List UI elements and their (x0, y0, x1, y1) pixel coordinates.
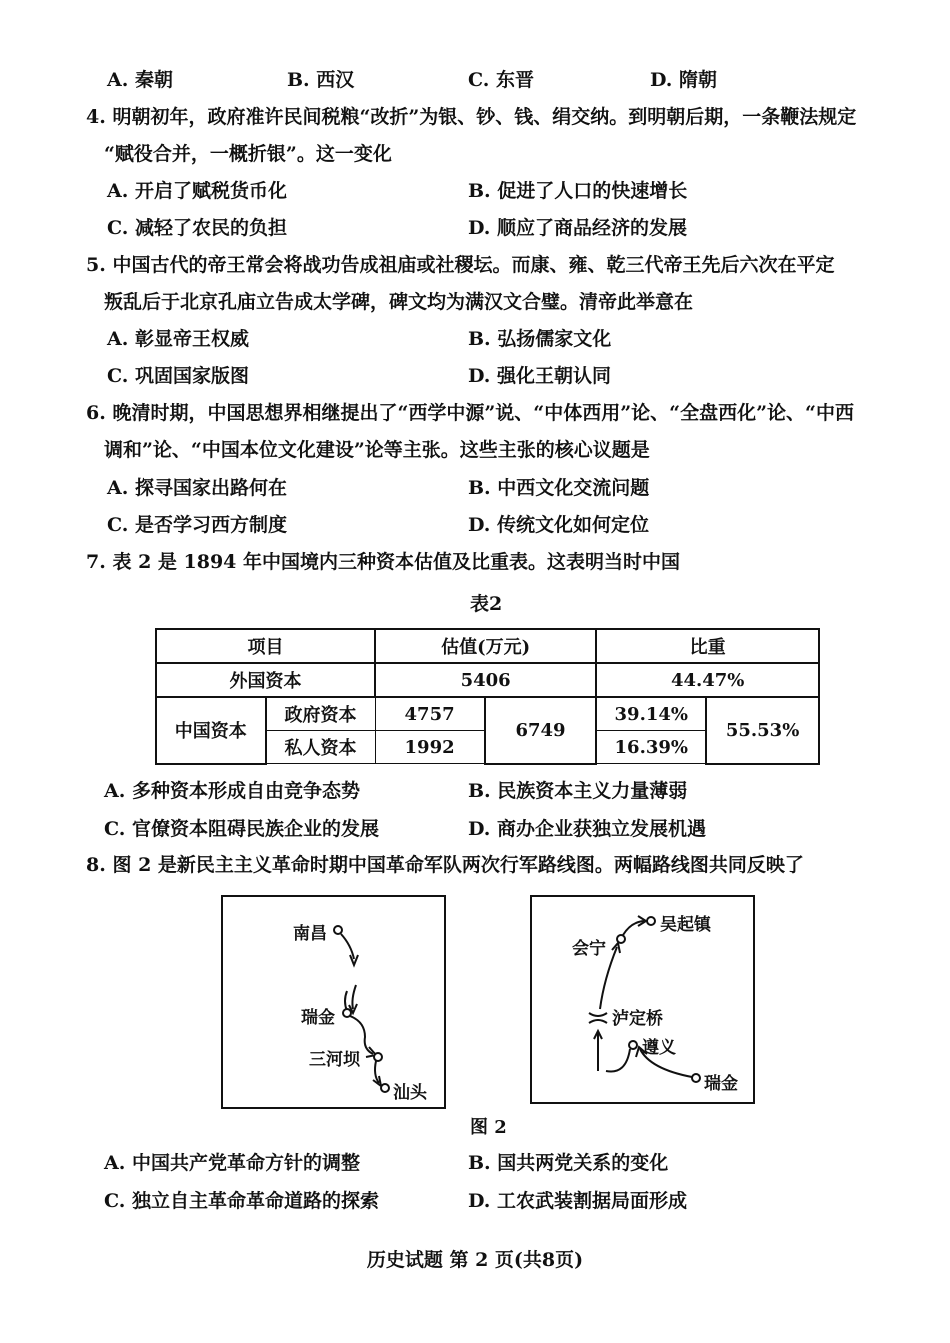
figure-caption: 图 2 (470, 1117, 507, 1138)
q4-option-c: C. 减轻了农民的负担 (107, 217, 288, 239)
q6-stem-line2: 调和”论、“中国本位文化建设”论等主张。这些主张的核心议题是 (104, 439, 650, 461)
place-wuqizhen: 吴起镇 (660, 915, 711, 935)
table-row-foreign (156, 663, 819, 697)
header-share: 比重 (596, 629, 819, 663)
q7-option-b: B. 民族资本主义力量薄弱 (468, 780, 688, 802)
q5-option-a: A. 彰显帝王权威 (107, 328, 249, 350)
place-ludingqiao: 泸定桥 (612, 1009, 663, 1029)
place-ruijin-2: 瑞金 (704, 1074, 738, 1094)
q3-option-a: A. 秦朝 (107, 69, 173, 91)
q4-stem-line1: 4. 明朝初年，政府准许民间税粮“改折”为银、钞、钱、绢交纳。到明朝后期，一条鞭法规定 (86, 106, 857, 128)
q7-option-c: C. 官僚资本阻碍民族企业的发展 (104, 818, 380, 840)
table-row-gov (156, 697, 819, 731)
q4-option-d: D. 顺应了商品经济的发展 (468, 217, 688, 239)
gov-value: 4757 (375, 697, 485, 731)
q8-option-c: C. 独立自主革命革命道路的探索 (104, 1190, 380, 1212)
q6-option-a: A. 探寻国家出路何在 (107, 477, 287, 499)
place-shantou: 汕头 (393, 1083, 427, 1103)
q4-stem-line2: “赋役合并，一概折银”。这一变化 (104, 143, 392, 165)
private-label: 私人资本 (266, 731, 376, 764)
route-map-nanchang-drawing (223, 897, 444, 1107)
place-nanchang: 南昌 (293, 924, 327, 944)
q4-option-b: B. 促进了人口的快速增长 (468, 180, 688, 202)
q7-option-a: A. 多种资本形成自由竞争态势 (104, 780, 360, 802)
table-title: 表2 (470, 593, 503, 615)
q6-stem-line1: 6. 晚清时期，中国思想界相继提出了“西学中源”说、“中体西用”论、“全盘西化”论、“中西 (86, 402, 854, 424)
foreign-value: 5406 (375, 663, 596, 697)
china-label: 中国资本 (156, 697, 266, 764)
capital-table (155, 628, 820, 765)
q3-option-b: B. 西汉 (287, 69, 355, 91)
place-zunyi: 遵义 (642, 1038, 676, 1058)
header-value: 估值(万元) (375, 629, 596, 663)
gov-label: 政府资本 (266, 697, 376, 731)
table-header-row (156, 629, 819, 663)
gov-share: 39.14% (596, 697, 706, 731)
foreign-share: 44.47% (596, 663, 819, 697)
route-map-nanchang (221, 895, 446, 1109)
header-item: 项目 (156, 629, 375, 663)
q5-stem-line1: 5. 中国古代的帝王常会将战功告成祖庙或社稷坛。而康、雍、乾三代帝王先后六次在平定 (86, 254, 835, 276)
q8-option-b: B. 国共两党关系的变化 (468, 1152, 669, 1174)
place-sanheba: 三河坝 (309, 1050, 360, 1070)
china-total-value: 6749 (485, 697, 597, 764)
q3-option-d: D. 隋朝 (650, 69, 718, 91)
q6-option-d: D. 传统文化如何定位 (468, 514, 650, 536)
private-value: 1992 (375, 731, 485, 764)
private-share: 16.39% (596, 731, 706, 764)
foreign-label: 外国资本 (156, 663, 375, 697)
q3-option-c: C. 东晋 (468, 69, 535, 91)
q5-option-d: D. 强化王朝认同 (468, 365, 612, 387)
q6-option-c: C. 是否学习西方制度 (107, 514, 288, 536)
place-ruijin-1: 瑞金 (301, 1008, 335, 1028)
place-huining: 会宁 (572, 939, 606, 959)
route-map-long-march (530, 895, 755, 1104)
china-total-share: 55.53% (706, 697, 819, 764)
q5-option-c: C. 巩固国家版图 (107, 365, 250, 387)
page-footer: 历史试题 第 2 页(共8页) (366, 1249, 584, 1271)
q7-option-d: D. 商办企业获独立发展机遇 (468, 818, 707, 840)
q8-option-a: A. 中国共产党革命方针的调整 (104, 1152, 360, 1174)
q7-stem: 7. 表 2 是 1894 年中国境内三种资本估值及比重表。这表明当时中国 (86, 551, 681, 573)
q5-option-b: B. 弘扬儒家文化 (468, 328, 612, 350)
q8-stem: 8. 图 2 是新民主主义革命时期中国革命军队两次行军路线图。两幅路线图共同反映了 (86, 854, 804, 876)
q8-option-d: D. 工农武装割据局面形成 (468, 1190, 688, 1212)
q5-stem-line2: 叛乱后于北京孔庙立告成太学碑，碑文均为满汉文合璧。清帝此举意在 (104, 291, 694, 313)
q6-option-b: B. 中西文化交流问题 (468, 477, 650, 499)
q4-option-a: A. 开启了赋税货币化 (107, 180, 287, 202)
